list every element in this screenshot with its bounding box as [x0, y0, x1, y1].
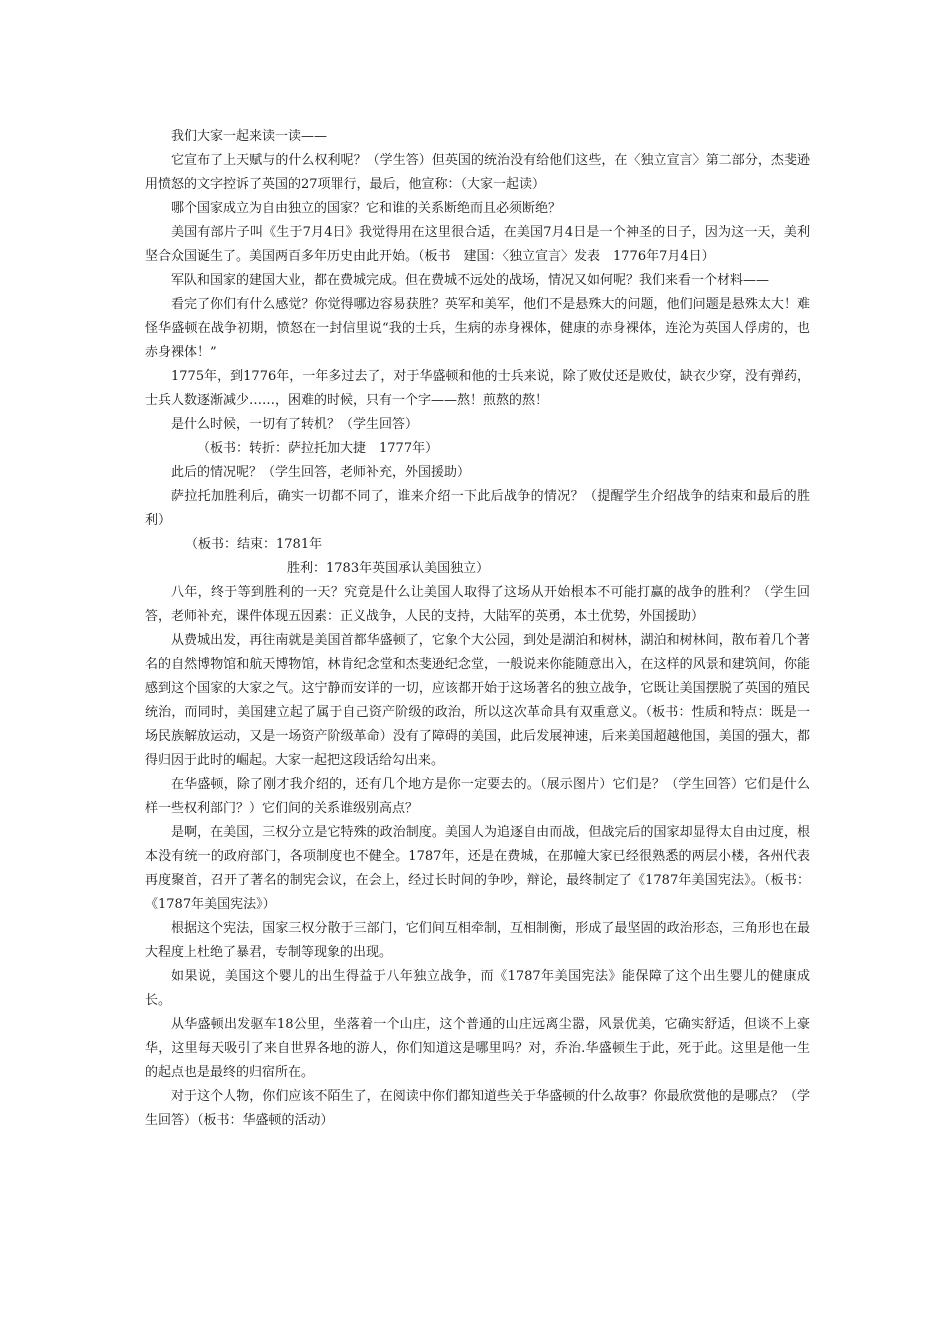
- paragraph-1775: 1775年，到1776年，一年多过去了，对于华盛顿和他的士兵来说，除了败仗还是败仗，缺衣少穿，没有弹药，士兵人数逐渐减少……，困难的时候，只有一个字——熬！煎熬的熬！: [145, 369, 810, 408]
- paragraph-baby-metaphor: 如果说，美国这个婴儿的出生得益于八年独立战争，而《1787年美国宪法》能保障了这个出生婴儿的健康成长。: [145, 969, 810, 1008]
- paragraph-washington-city: 从费城出发，再往南就是美国首都华盛顿了，它象个大公园，到处是湖泊和树林，湖泊和树林间，散布着几个著名的自然博物馆和航天博物馆，林肯纪念堂和杰斐逊纪念堂，一般说来你能随意出入，在这样的风景和建筑间，你能感到这个国家的大家之气。这宁静而安详的一切，应该都开始于这场著名的独立战争，它既让美国摆脱了英国的殖民统治，而同时，美国建立起了属于自己资产阶级的政治，所以这次革命具有双重意义。（板书：性质和特点：既是一场民族解放运动，又是一场资产阶级革命）没有了障碍的美国，此后发展神速，后来美国超越他国，美国的强大，都得归因于此时的崛起。大家一起把这段话给勾出来。: [145, 633, 810, 768]
- paragraph-places: 在华盛顿，除了刚才我介绍的，还有几个地方是你一定要去的。（展示图片）它们是？（学生回答）它们是什么样一些权利部门？）它们间的关系谁级别高点？: [145, 777, 810, 816]
- paragraph-saratoga-victory: 萨拉托加胜利后，确实一切都不同了，谁来介绍一下此后战争的情况？（提醒学生介绍战争的结束和最后的胜利）: [145, 489, 810, 528]
- paragraph-intro: 我们大家一起来读一读——: [171, 129, 328, 144]
- paragraph-rights: 它宣布了上天赋与的什么权利呢？（学生答）但英国的统治没有给他们这些，在〈独立宣言〉第二部分，杰斐逊用愤怒的文字控诉了英国的27项罪行，最后，他宣称：（大家一起读）: [145, 153, 810, 192]
- paragraph-mount-vernon: 从华盛顿出发驱车18公里，坐落着一个山庄，这个普通的山庄远离尘嚣，风景优美，它确实舒适，但谈不上豪华，这里每天吸引了来自世界各地的游人，你们知道这是哪里吗？对，乔治.华盛顿生于此，死于此。这里是他一生的起点也是最终的归宿所在。: [145, 1017, 810, 1080]
- paragraph-eight-years: 八年，终于等到胜利的一天？究竟是什么让美国人取得了这场从开始根本不可能打赢的战争的胜利？（学生回答，老师补充，课件体现五因素：正义战争，人民的支持，大陆军的英勇，本土优势，外国援助）: [145, 585, 810, 624]
- paragraph-washington-person: 对于这个人物，你们应该不陌生了，在阅读中你们都知道些关于华盛顿的什么故事？你最欣赏他的是哪点？（学生回答）（板书：华盛顿的活动）: [145, 1089, 810, 1128]
- document-body: [145, 125, 810, 1133]
- blackboard-note-saratoga: （板书：转折：萨拉托加大捷 1777年）: [197, 441, 439, 456]
- paragraph-july-fourth: 美国有部片子叫《生于7月4日》我觉得用在这里很合适，在美国7月4日是一个神圣的日子，因为这一天，美利坚合众国诞生了。美国两百多年历史由此开始。（板书 建国：〈独立宣言〉发表 1776年7月4日）: [145, 225, 810, 264]
- paragraph-afterwards: 此后的情况呢？（学生回答，老师补充，外国援助）: [171, 465, 471, 480]
- paragraph-separation-of-powers: 是啊，在美国，三权分立是它特殊的政治制度。美国人为追逐自由而战，但战完后的国家却显得太自由过度，根本没有统一的政府部门，各项制度也不健全。1787年，还是在费城，在那幢大家已经很熟悉的两层小楼，各州代表再度聚首，召开了著名的制宪会议，在会上，经过长时间的争吵，辩论，最终制定了《1787年美国宪法》。（板书：《1787年美国宪法》）: [145, 825, 810, 912]
- paragraph-philadelphia: 军队和国家的建国大业，都在费城完成。但在费城不远处的战场，情况又如何呢？我们来看一个材料——: [171, 273, 770, 288]
- blackboard-note-victory: 胜利：1783年英国承认美国独立）: [287, 561, 490, 576]
- blackboard-note-end: （板书：结束：1781年: [185, 537, 323, 552]
- paragraph-question-country: 哪个国家成立为自由独立的国家？它和谁的关系断绝而且必须断绝？: [171, 201, 562, 216]
- paragraph-turning-question: 是什么时候，一切有了转机？（学生回答）: [171, 417, 419, 432]
- paragraph-feelings: 看完了你们有什么感觉？你觉得哪边容易获胜？英军和美军，他们不是悬殊大的问题，他们问题是悬殊太大！难怪华盛顿在战争初期，愤怒在一封信里说“我的士兵，生病的赤身裸体，健康的赤身裸体，连沦为英国人俘虏的，也赤身裸体！”: [145, 297, 810, 360]
- paragraph-constitution: 根据这个宪法，国家三权分散于三部门，它们间互相牵制，互相制衡，形成了最坚固的政治形态，三角形也在最大程度上杜绝了暴君，专制等现象的出现。: [145, 921, 810, 960]
